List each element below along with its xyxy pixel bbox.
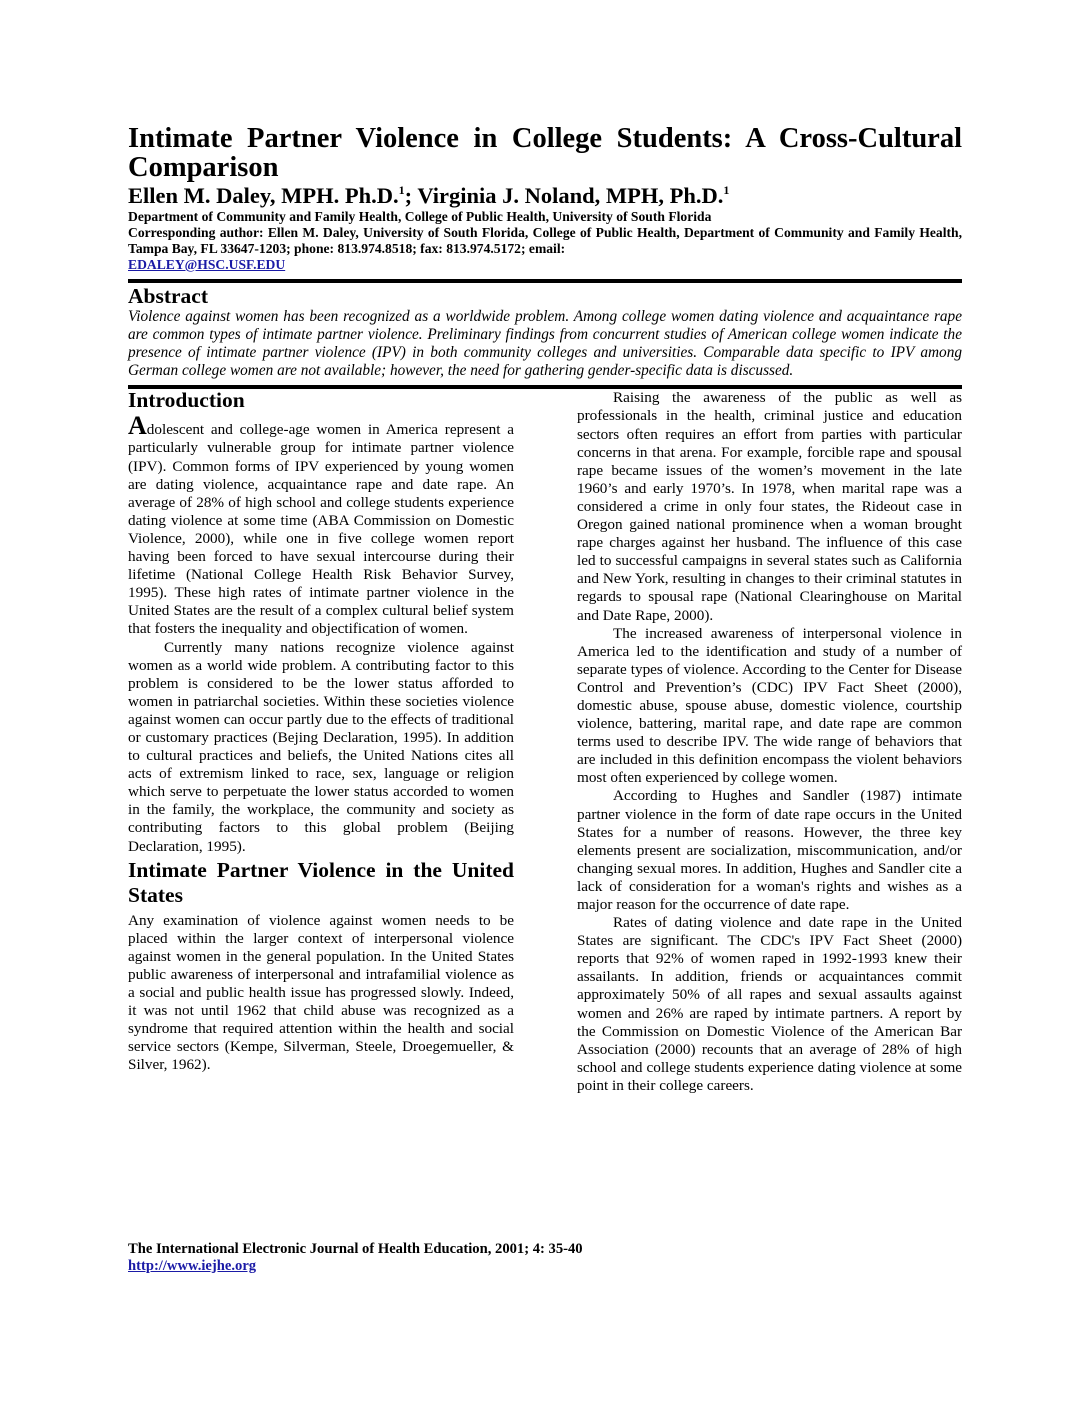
- introduction-paragraph-2: Currently many nations recognize violence against women as a world wide problem. A contributing factor to this problem is considered to be the lower status afforded to women in patriarchal societies. Within these societies violence against women can occur partly due to the effects of traditional or customary practices (Bejing Declaration, 1995). In addition to cultural practices and beliefs, the United Nations cites all acts of extremism linked to race, sex, language or religion which serve to perpetuate the lower status accorded to women in the family, the workplace, the community and society as contributing factors to this global problem (Beijing Declaration, 1995).: [128, 638, 514, 855]
- author-line: [128, 183, 962, 209]
- us-section-paragraph-1: Any examination of violence against women needs to be placed within the larger context of interpersonal violence against women in the general population. In the United States public awareness of interpersonal and intrafamilial violence as a social and public health issue has progressed slowly. Indeed, it was not until 1962 that child abuse was recognized as a syndrome that required attention within the health and social service sectors (Kempe, Silverman, Steele, Droegemueller, & Silver, 1962).: [128, 911, 514, 1074]
- left-column: [128, 389, 514, 1074]
- page-footer: [128, 1241, 962, 1275]
- abstract-top-rule: [128, 279, 962, 283]
- right-paragraph-3: According to Hughes and Sandler (1987) intimate partner violence in the form of date rape occurs in the United States for a number of reasons. However, the three key elements present are socialization, miscommunication, and/or changing sexual mores. In addition, Hughes and Sandler cite a lack of consideration for a woman's rights and wishes as a major reason for the occurrence of date rape.: [577, 787, 962, 913]
- abstract-heading: Abstract: [128, 284, 209, 308]
- right-paragraph-1: Raising the awareness of the public as well as professionals in the health, criminal justice and education sectors often requires an effort from parties with particular concerns in that arena. For example, forcible rape and spousal rape became issues of the women’s movement in the late 1960’s and early 1970’s. In 1978, when marital rape was a considered a crime in only four states, the Rideout case in Oregon gained national prominence when a woman brought rape charges against her husband. The influence of this case led to successful campaigns in several states such as California and New York, resulting in changes to their criminal statutes in regards to spousal rape (National Clearinghouse on Marital and Date Rape, 2000).: [577, 389, 962, 624]
- right-column: [577, 389, 962, 1095]
- right-paragraph-2: The increased awareness of interpersonal violence in America led to the identification and study of a number of separate types of violence. According to the Center for Disease Control and Prevention’s (CDC) IPV Fact Sheet (2000), domestic abuse, spouse abuse, domestic violence, courtship violence, battering, marital rape, and date rape are common terms used to describe IPV. The wide range of behaviors that are included in this definition encompass the violent behaviors most often experienced by college women.: [577, 624, 962, 787]
- author-2: Virginia J. Noland, MPH, Ph.D.: [417, 183, 724, 208]
- author-1: Ellen M. Daley, MPH. Ph.D.: [128, 183, 399, 208]
- us-section-heading: Intimate Partner Violence in the United States: [128, 857, 514, 907]
- introduction-heading: Introduction: [128, 388, 245, 413]
- journal-url-link[interactable]: http://www.iejhe.org: [128, 1258, 257, 1274]
- drop-cap: A: [128, 411, 147, 441]
- author-separator: ;: [404, 183, 418, 208]
- email-link[interactable]: EDALEY@HSC.USF.EDU: [128, 257, 286, 272]
- author-1-affiliation-mark: 1: [398, 183, 405, 197]
- introduction-paragraph-1-text: dolescent and college-age women in America represent a particularly vulnerable group for intimate partner violence (IPV). Common forms of IPV experienced by young women are dating violence, acquaintance rape and date rape. An average of 28% of high school and college students experience dating violence at some time (ABA Commission on Domestic Violence, 2000), while one in five college women report having been forced to have sexual intercourse during their lifetime (National College Health Risk Behavior Survey, 1995). These high rates of intimate partner violence in the United States are the result of a complex cultural belief system that fosters the inequality and objectification of women.: [128, 421, 514, 638]
- article-page: [128, 123, 962, 1094]
- right-paragraph-4: Rates of dating violence and date rape in the United States are significant. The CDC's IPV Fact Sheet (2000) reports that 92% of women raped in 1992-1993 knew their assailants. In addition, friends or acquaintances commit approximately 50% of all rapes and sexual assaults against women and 26% are raped by intimate partners. A report by the Commission on Domestic Violence of the American Bar Association (2000) recounts that an average of 28% of high school and college students experience dating violence at some point in their college careers.: [577, 914, 962, 1094]
- author-2-affiliation-mark: 1: [723, 183, 730, 197]
- affiliation: Department of Community and Family Health, College of Public Health, University of South Florida: [128, 209, 712, 224]
- journal-citation: The International Electronic Journal of Health Education, 2001; 4: 35-40: [128, 1241, 583, 1257]
- corresponding-author: [128, 225, 962, 273]
- abstract-text: Violence against women has been recognized as a worldwide problem. Among college women dating violence and acquaintance rape are common types of intimate partner violence. Preliminary findings from concurrent studies of American college women indicate the presence of intimate partner violence (IPV) in both community colleges and universities. Comparable data specific to IPV among German college women are not available; however, the need for gathering gender-specific data is discussed.: [128, 308, 962, 380]
- corresponding-author-text: Corresponding author: Ellen M. Daley, University of South Florida, College of Public Health, Department of Community and Family Health, Tampa Bay, FL 33647-1203; phone: 813.974.8518; fax: 813.974.5172; email:: [128, 225, 962, 256]
- article-title: Intimate Partner Violence in College Students: A Cross-Cultural Comparison: [128, 123, 962, 183]
- introduction-paragraph-1: [128, 411, 514, 638]
